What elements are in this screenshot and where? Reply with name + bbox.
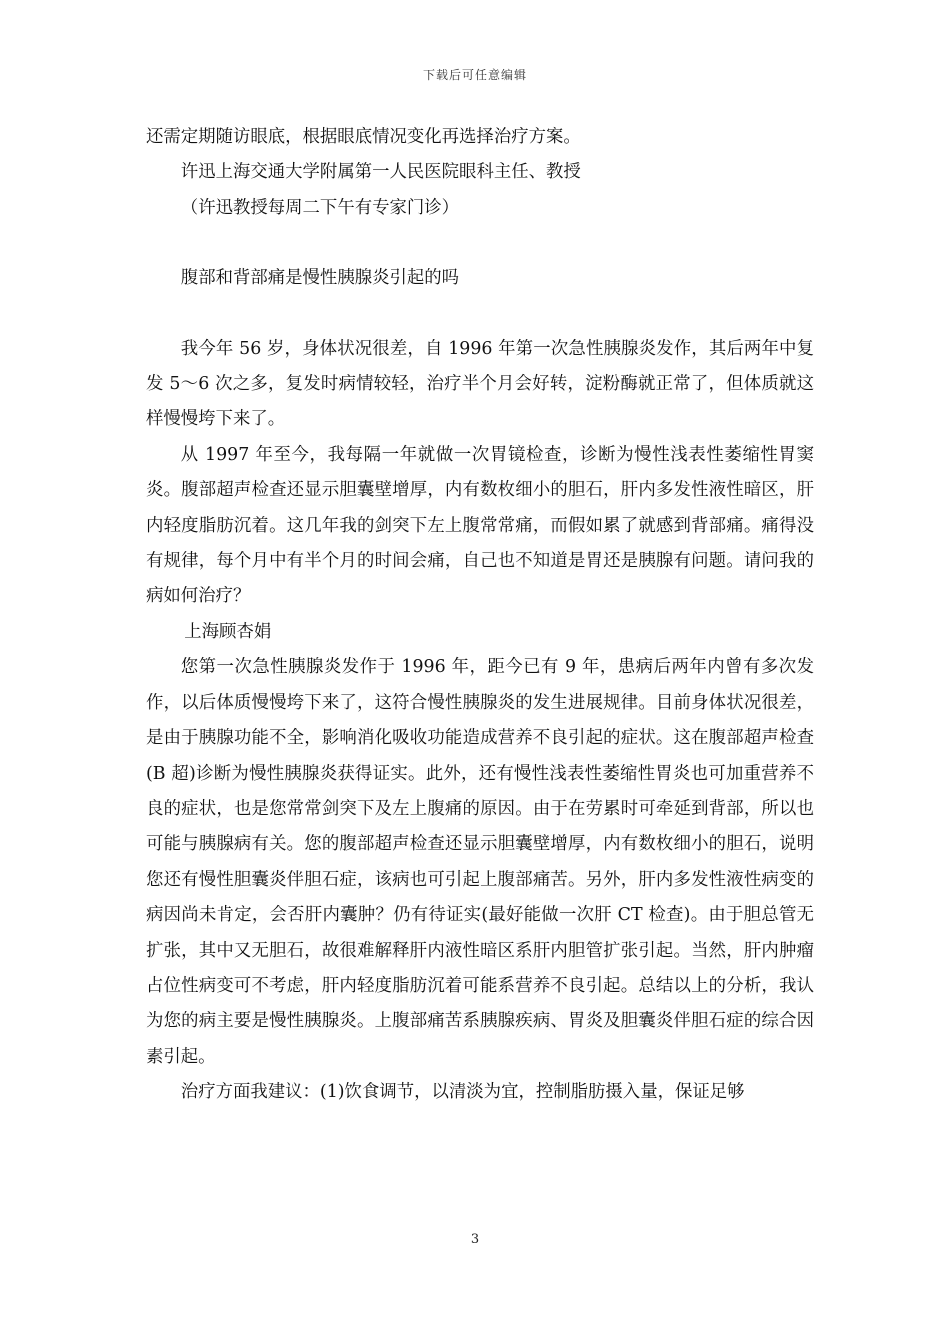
article-title: 腹部和背部痛是慢性胰腺炎引起的吗 [180,268,460,289]
author-credit: 许迅上海交通大学附属第一人民医院眼科主任、教授 [180,162,581,183]
paragraph-followup: 还需定期随访眼底，根据眼底情况变化再选择治疗方案。 [146,127,581,147]
paragraph-treatment: 治疗方面我建议：(1)饮食调节，以清淡为宜，控制脂肪摄入量，保证足够 [180,1082,745,1103]
page-header: 下载后可任意编辑 [422,68,527,82]
page-number: 3 [470,1232,480,1247]
paragraph-answer: 您第一次急性胰腺炎发作于 1996 年，距今已有 9 年，患病后两年内曾有多次发作，以后体质慢慢垮下来了，这符合慢性胰腺炎的发生进展规律。目前身体状况很差，是由于胰腺功能不全，影响消化吸收功能造成营养不良引起的症状。这在腹部超声检查(B 超)诊断为慢性胰腺炎获得证实。此外，还有慢性浅表性萎缩性胃炎也可加重营养不良的症状，也是您常常剑突下及左上腹痛的原因。由于在劳累时可牵延到背部，所以也可能与胰腺病有关。您的腹部超声检查还显示胆囊壁增厚，内有数枚细小的胆石，说明您还有慢性胆囊炎伴胆石症，该病也可引起上腹部痛苦。另外，肝内多发性液性病变的病因尚未肯定，会否肝内囊肿？仍有待证实(最好能做一次肝 CT 检查)。由于胆总管无扩张，其中又无胆石，故很难解释肝内液性暗区系肝内胆管扩张引起。当然，肝内肿瘤占位性病变可不考虑，肝内轻度脂肪沉着可能系营养不良引起。总结以上的分析，我认为您的病主要是慢性胰腺炎。上腹部痛苦系胰腺疾病、胃炎及胆囊炎伴胆石症的综合因素引起。 [146,657,814,1067]
asker-name: 上海顾杏娟 [184,621,272,642]
paragraph-question-1: 我今年 56 岁，身体状况很差，自 1996 年第一次急性胰腺炎发作，其后两年中复发 5～6 次之多，复发时病情较轻，治疗半个月会好转，淀粉酶就正常了，但体质就这样慢慢垮下来了。 [146,338,814,430]
document-body [146,120,814,1111]
spacer [146,226,814,261]
clinic-note: （许迅教授每周二下午有专家门诊） [180,197,460,218]
spacer [146,297,814,332]
paragraph-question-2: 从 1997 年至今，我每隔一年就做一次胃镜检查，诊断为慢性浅表性萎缩性胃窦炎。腹部超声检查还显示胆囊壁增厚，内有数枚细小的胆石，肝内多发性液性暗区，肝内轻度脂肪沉着。这几年我的剑突下左上腹常常痛，而假如累了就感到背部痛。痛得没有规律，每个月中有半个月的时间会痛，自己也不知道是胃还是胰腺有问题。请问我的病如何治疗？ [146,444,814,607]
